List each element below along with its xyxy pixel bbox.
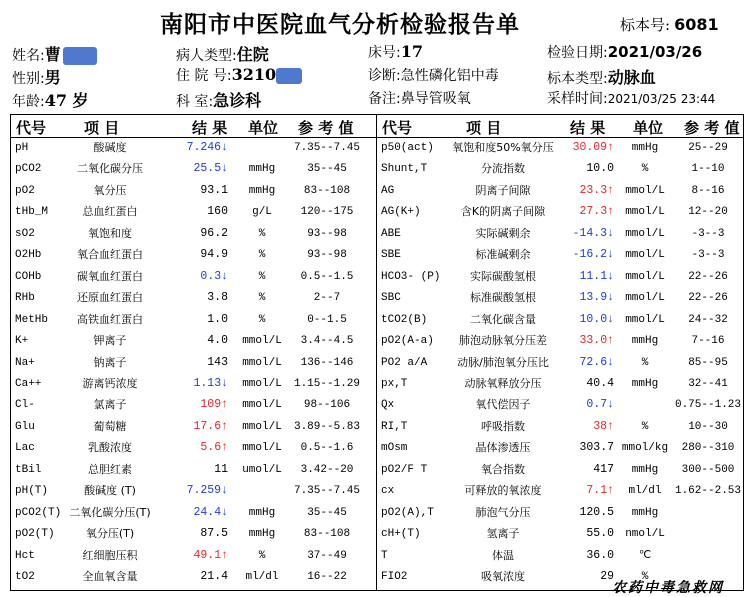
row-item-name: 还原血红蛋白 bbox=[77, 291, 143, 305]
row-code: AG bbox=[381, 184, 395, 197]
row-reference: 24--32 bbox=[688, 313, 728, 326]
row-code: tHb_M bbox=[15, 206, 49, 219]
row-unit: g/L bbox=[252, 206, 272, 219]
row-unit: mmol/kg bbox=[621, 442, 669, 455]
row-result: 10.0 bbox=[586, 162, 614, 176]
row-item-name: 氧分压(T) bbox=[85, 527, 135, 541]
row-reference: 3.89--5.83 bbox=[293, 420, 360, 433]
row-code: Lac bbox=[15, 442, 35, 455]
row-result: 3.8 bbox=[207, 291, 228, 305]
inpatient-number-label: 住 院 号: bbox=[176, 68, 232, 84]
row-reference: 7--16 bbox=[691, 335, 725, 348]
row-unit: mmHg bbox=[631, 335, 659, 348]
row-code: PO2 a/A bbox=[381, 356, 428, 369]
row-item-name: 氧代偿因子 bbox=[475, 398, 531, 412]
row-item-name: 肺泡气分压 bbox=[475, 505, 531, 519]
row-unit: mmol/L bbox=[625, 292, 665, 305]
row-unit: mmol/L bbox=[242, 442, 282, 455]
row-item-name: 阴离子间隙 bbox=[475, 183, 531, 197]
row-reference: 32--41 bbox=[688, 377, 728, 390]
patient-age-label: 年龄: bbox=[12, 94, 45, 110]
row-unit: mmol/L bbox=[625, 270, 665, 283]
row-result: 27.3↑ bbox=[579, 205, 614, 219]
row-result: 36.0 bbox=[586, 548, 614, 562]
patient-sex-label: 性别: bbox=[12, 71, 45, 87]
row-code: SBE bbox=[381, 249, 401, 262]
row-item-name: 肺泡动脉氧分压差 bbox=[459, 334, 547, 348]
row-unit: mmHg bbox=[631, 142, 659, 154]
row-result: 72.6↓ bbox=[579, 355, 614, 369]
row-item-name: 红细胞压积 bbox=[82, 548, 138, 562]
row-result: -14.3↓ bbox=[572, 226, 614, 240]
row-code: pH bbox=[15, 142, 29, 154]
row-reference: 83--108 bbox=[303, 184, 351, 197]
row-reference: 3.42--20 bbox=[300, 463, 354, 476]
row-reference: 2--7 bbox=[313, 292, 341, 305]
row-code: T bbox=[381, 549, 388, 562]
test-date bbox=[547, 42, 702, 62]
row-item-name: 氧饱和度50%氧分压 bbox=[452, 141, 554, 154]
row-code: Qx bbox=[381, 399, 395, 412]
row-unit: mmol/L bbox=[242, 377, 282, 390]
row-reference: 93--98 bbox=[307, 227, 347, 240]
row-unit: mmHg bbox=[248, 506, 276, 519]
row-result: 33.0↑ bbox=[579, 334, 614, 348]
row-item-name: 可释放的氧浓度 bbox=[464, 484, 542, 498]
patient-age bbox=[12, 88, 89, 111]
row-unit: % bbox=[258, 292, 266, 305]
row-item-name: 钾离子 bbox=[93, 334, 127, 348]
row-reference: 12--20 bbox=[688, 206, 728, 219]
row-code: tO2 bbox=[15, 571, 35, 583]
table-top-rule bbox=[10, 114, 744, 115]
row-item-name: 体温 bbox=[492, 548, 514, 562]
row-code: O2Hb bbox=[15, 249, 42, 262]
row-unit: mmHg bbox=[631, 463, 659, 476]
row-unit: mmHg bbox=[248, 184, 276, 197]
specimen-number-value: 6081 bbox=[674, 15, 719, 34]
row-reference: 0--1.5 bbox=[307, 313, 347, 326]
row-item-name: 酸碱度 bbox=[93, 141, 127, 154]
row-code: RHb bbox=[15, 292, 35, 305]
row-item-name: 全血氧含量 bbox=[82, 570, 138, 583]
row-unit: ml/dl bbox=[245, 571, 279, 583]
row-reference: 1.15--1.29 bbox=[293, 377, 360, 390]
row-result: 7.1↑ bbox=[586, 484, 614, 498]
row-result: 87.5 bbox=[200, 527, 228, 541]
row-item-name: 氢离子 bbox=[486, 527, 520, 541]
col-unit-right: 单位 bbox=[633, 119, 664, 137]
row-reference: 83--108 bbox=[303, 528, 351, 541]
col-ref: 参 考 值 bbox=[298, 119, 354, 137]
row-reference: 16--22 bbox=[307, 571, 347, 583]
row-code: pO2(A),T bbox=[381, 506, 434, 519]
row-result: 10.0↓ bbox=[579, 312, 614, 326]
row-reference: 3.4--4.5 bbox=[300, 335, 354, 348]
row-reference: 25--29 bbox=[688, 142, 728, 154]
row-unit: % bbox=[258, 270, 266, 283]
row-result: 23.3↑ bbox=[579, 183, 614, 197]
row-result: 96.2 bbox=[200, 226, 228, 240]
row-unit: % bbox=[641, 163, 649, 176]
row-unit: mmHg bbox=[631, 506, 659, 519]
col-ref-right: 参 考 值 bbox=[684, 119, 740, 137]
row-item-name: 二氧化碳含量 bbox=[470, 312, 536, 326]
department-label: 科 室: bbox=[176, 94, 214, 110]
row-item-name: 氧分压 bbox=[93, 183, 127, 197]
row-reference: 7.35--7.45 bbox=[293, 485, 360, 498]
row-result: 1.13↓ bbox=[193, 376, 228, 390]
row-unit: mmol/L bbox=[242, 356, 282, 369]
row-reference: 22--26 bbox=[688, 270, 728, 283]
inpatient-number-value: 3210 bbox=[231, 65, 277, 84]
row-result: -16.2↓ bbox=[572, 248, 614, 262]
bed-number-value: 17 bbox=[400, 42, 423, 61]
row-unit: mmol/L bbox=[625, 227, 665, 240]
row-unit: % bbox=[258, 227, 266, 240]
row-result: 143 bbox=[207, 355, 228, 369]
row-result: 38↑ bbox=[593, 419, 614, 433]
sample-type bbox=[547, 65, 656, 88]
collect-time-value: 2021/03/25 23:44 bbox=[607, 92, 716, 106]
specimen-number bbox=[620, 14, 719, 35]
row-item-name: 乳酸浓度 bbox=[88, 441, 132, 455]
col-result-right: 结 果 bbox=[570, 119, 606, 137]
collect-time-label: 采样时间: bbox=[547, 91, 608, 107]
row-result: 160 bbox=[207, 205, 228, 219]
row-code: Cl- bbox=[15, 399, 35, 412]
row-item-name: 标准碱剩余 bbox=[475, 248, 531, 262]
row-result: 417 bbox=[593, 462, 614, 476]
row-code: AG(K+) bbox=[381, 206, 421, 219]
row-code: pO2(A-a) bbox=[381, 335, 434, 348]
sample-type-value: 动脉血 bbox=[607, 68, 656, 87]
row-unit: mmol/L bbox=[625, 184, 665, 197]
patient-type bbox=[176, 42, 269, 65]
diagnosis-label: 诊断: bbox=[368, 68, 401, 84]
row-code: mOsm bbox=[381, 442, 408, 455]
row-code: pCO2 bbox=[15, 163, 42, 176]
row-reference: 120--175 bbox=[300, 206, 354, 219]
row-reference: 1--10 bbox=[691, 163, 725, 176]
row-item-name: 游离钙浓度 bbox=[82, 376, 138, 390]
row-item-name: 实际碳酸氢根 bbox=[470, 269, 536, 283]
sample-type-label: 标本类型: bbox=[547, 71, 608, 87]
row-result: 55.0 bbox=[586, 527, 614, 541]
row-code: px,T bbox=[381, 377, 408, 390]
row-item-name: 二氧化碳分压 bbox=[77, 162, 143, 176]
row-unit: mmHg bbox=[248, 163, 276, 176]
row-result: 17.6↑ bbox=[193, 419, 228, 433]
row-unit: mmol/L bbox=[625, 249, 665, 262]
row-unit: % bbox=[641, 420, 649, 433]
row-result: 5.6↑ bbox=[200, 441, 228, 455]
patient-name-value: 曹 bbox=[44, 45, 61, 64]
row-code: HCO3- (P) bbox=[381, 270, 441, 283]
row-item-name: 总胆红素 bbox=[88, 462, 132, 476]
row-item-name: 碳氧血红蛋白 bbox=[77, 269, 143, 283]
row-reference: 35--45 bbox=[307, 506, 347, 519]
row-unit: ml/dl bbox=[628, 485, 662, 498]
row-item-name: 氧饱和度 bbox=[88, 226, 132, 240]
patient-sex bbox=[12, 65, 61, 88]
inpatient-redaction bbox=[276, 68, 302, 84]
row-item-name: 含K的阴离子间隙 bbox=[460, 205, 546, 219]
row-result: 0.3↓ bbox=[200, 269, 228, 283]
row-code: ABE bbox=[381, 227, 401, 240]
col-code: 代号 bbox=[16, 119, 47, 137]
row-unit: mmol/L bbox=[625, 206, 665, 219]
row-reference: 22--26 bbox=[688, 292, 728, 305]
remark-value: 鼻导管吸氧 bbox=[400, 91, 471, 107]
row-result: 109↑ bbox=[200, 398, 228, 412]
patient-sex-value: 男 bbox=[44, 68, 61, 87]
row-unit: nmol/L bbox=[625, 528, 665, 541]
patient-type-label: 病人类型: bbox=[176, 48, 237, 64]
row-code: pO2 bbox=[15, 184, 35, 197]
row-code: Glu bbox=[15, 420, 35, 433]
row-item-name: 动脉/肺泡氧分压比 bbox=[457, 355, 549, 369]
row-result: 40.4 bbox=[586, 376, 614, 390]
row-result: 30.09↑ bbox=[572, 141, 614, 154]
bed-number-label: 床号: bbox=[368, 45, 401, 61]
row-result: 29 bbox=[600, 570, 614, 583]
row-code: SBC bbox=[381, 292, 401, 305]
row-reference: 85--95 bbox=[688, 356, 728, 369]
row-code: COHb bbox=[15, 270, 42, 283]
row-code: sO2 bbox=[15, 227, 35, 240]
bed-number bbox=[368, 42, 423, 62]
collect-time bbox=[547, 88, 715, 108]
row-reference: -3--3 bbox=[691, 249, 725, 262]
row-item-name: 分流指数 bbox=[481, 162, 525, 176]
row-unit: umol/L bbox=[242, 463, 282, 476]
test-date-value: 2021/03/26 bbox=[607, 43, 703, 61]
row-reference: 37--49 bbox=[307, 549, 347, 562]
row-code: Shunt,T bbox=[381, 163, 428, 176]
row-result: 94.9 bbox=[200, 248, 228, 262]
patient-name-label: 姓名: bbox=[12, 48, 45, 64]
row-reference: 0.5--1.5 bbox=[300, 270, 354, 283]
patient-type-value: 住院 bbox=[236, 45, 269, 64]
row-reference: 1.62--2.53 bbox=[674, 485, 741, 498]
department bbox=[176, 88, 261, 111]
row-code: cH+(T) bbox=[381, 528, 421, 541]
row-item-name: 总血红蛋白 bbox=[82, 205, 138, 219]
row-item-name: 钠离子 bbox=[93, 355, 127, 369]
inpatient-number bbox=[176, 65, 302, 85]
row-unit: % bbox=[641, 571, 649, 583]
row-code: pO2(T) bbox=[15, 528, 55, 541]
row-item-name: 二氧化碳分压(T) bbox=[69, 505, 151, 519]
row-item-name: 高铁血红蛋白 bbox=[77, 312, 143, 326]
row-reference: 98--106 bbox=[303, 399, 351, 412]
row-result: 7.259↓ bbox=[186, 484, 228, 498]
row-item-name: 葡萄糖 bbox=[93, 419, 127, 433]
row-item-name: 呼吸指数 bbox=[481, 419, 525, 433]
row-reference: 7.35--7.45 bbox=[293, 142, 360, 154]
test-date-label: 检验日期: bbox=[547, 45, 608, 61]
row-result: 0.7↓ bbox=[586, 398, 614, 412]
col-item: 项 目 bbox=[84, 119, 120, 137]
col-code-right: 代号 bbox=[382, 119, 413, 137]
row-code: pO2/F T bbox=[381, 463, 428, 476]
diagnosis bbox=[368, 65, 499, 85]
row-unit: ℃ bbox=[638, 549, 652, 562]
row-result: 11.1↓ bbox=[579, 269, 614, 283]
row-code: cx bbox=[381, 485, 395, 498]
row-item-name: 动脉氧释放分压 bbox=[464, 376, 542, 390]
row-result: 120.5 bbox=[579, 505, 614, 519]
row-unit: mmol/L bbox=[242, 420, 282, 433]
row-code: p50(act) bbox=[381, 142, 434, 154]
row-code: pCO2(T) bbox=[15, 506, 62, 519]
row-result: 21.4 bbox=[200, 570, 228, 583]
name-redaction bbox=[63, 47, 97, 65]
patient-name bbox=[12, 42, 97, 65]
row-result: 303.7 bbox=[579, 441, 614, 455]
row-unit: % bbox=[641, 356, 649, 369]
row-reference: 8--16 bbox=[691, 184, 725, 197]
row-code: Na+ bbox=[15, 356, 35, 369]
row-reference: 136--146 bbox=[300, 356, 354, 369]
row-unit: mmHg bbox=[631, 377, 659, 390]
row-result: 49.1↑ bbox=[193, 548, 228, 562]
table-center-divider bbox=[376, 115, 377, 590]
watermark: 农药中毒急救网 bbox=[612, 580, 724, 596]
row-unit: mmol/L bbox=[242, 335, 282, 348]
row-unit: mmol/L bbox=[242, 399, 282, 412]
patient-age-value: 47 岁 bbox=[44, 91, 89, 110]
row-code: MetHb bbox=[15, 313, 49, 326]
row-item-name: 晶体渗透压 bbox=[475, 441, 531, 455]
row-code: FIO2 bbox=[381, 571, 408, 583]
col-item-right: 项 目 bbox=[466, 119, 502, 137]
row-code: pH(T) bbox=[15, 485, 49, 498]
row-reference: 93--98 bbox=[307, 249, 347, 262]
specimen-number-label: 标本号: bbox=[620, 16, 671, 34]
row-result: 93.1 bbox=[200, 183, 228, 197]
row-reference: 280--310 bbox=[681, 442, 735, 455]
row-unit: % bbox=[258, 249, 266, 262]
col-result: 结 果 bbox=[192, 119, 228, 137]
row-item-name: 标准碳酸氢根 bbox=[470, 291, 536, 305]
row-reference: 0.75--1.23 bbox=[674, 399, 741, 412]
diagnosis-value: 急性磷化铝中毒 bbox=[400, 68, 499, 84]
row-result: 4.0 bbox=[207, 334, 228, 348]
row-reference: 10--30 bbox=[688, 420, 728, 433]
row-item-name: 酸碱度 (T) bbox=[84, 484, 136, 498]
remark bbox=[368, 88, 471, 108]
row-result: 25.5↓ bbox=[193, 162, 228, 176]
row-result: 11 bbox=[214, 462, 228, 476]
row-unit: % bbox=[258, 549, 266, 562]
row-unit: mmol/L bbox=[625, 313, 665, 326]
row-result: 1.0 bbox=[207, 312, 228, 326]
row-item-name: 氧合指数 bbox=[481, 462, 525, 476]
row-result: 13.9↓ bbox=[579, 291, 614, 305]
row-code: RI,T bbox=[381, 420, 408, 433]
row-code: Hct bbox=[15, 549, 35, 562]
row-result: 24.4↓ bbox=[193, 505, 228, 519]
row-code: Ca++ bbox=[15, 377, 42, 390]
col-unit: 单位 bbox=[248, 119, 279, 137]
remark-label: 备注: bbox=[368, 91, 401, 107]
table-left-border bbox=[10, 115, 11, 590]
row-code: tCO2(B) bbox=[381, 313, 428, 326]
row-code: tBil bbox=[15, 463, 42, 476]
row-item-name: 吸氧浓度 bbox=[481, 570, 525, 583]
row-reference: 35--45 bbox=[307, 163, 347, 176]
row-code: K+ bbox=[15, 335, 29, 348]
department-value: 急诊科 bbox=[213, 91, 262, 110]
row-item-name: 实际碱剩余 bbox=[475, 226, 531, 240]
row-reference: 0.5--1.6 bbox=[300, 442, 354, 455]
row-item-name: 氧合血红蛋白 bbox=[77, 248, 143, 262]
row-unit: mmHg bbox=[248, 528, 276, 541]
report-title: 南阳市中医院血气分析检验报告单 bbox=[160, 11, 520, 38]
row-result: 7.246↓ bbox=[186, 141, 228, 154]
row-reference: -3--3 bbox=[691, 227, 725, 240]
row-item-name: 氯离子 bbox=[93, 398, 127, 412]
row-reference: 300--500 bbox=[681, 463, 735, 476]
row-unit: % bbox=[258, 313, 266, 326]
